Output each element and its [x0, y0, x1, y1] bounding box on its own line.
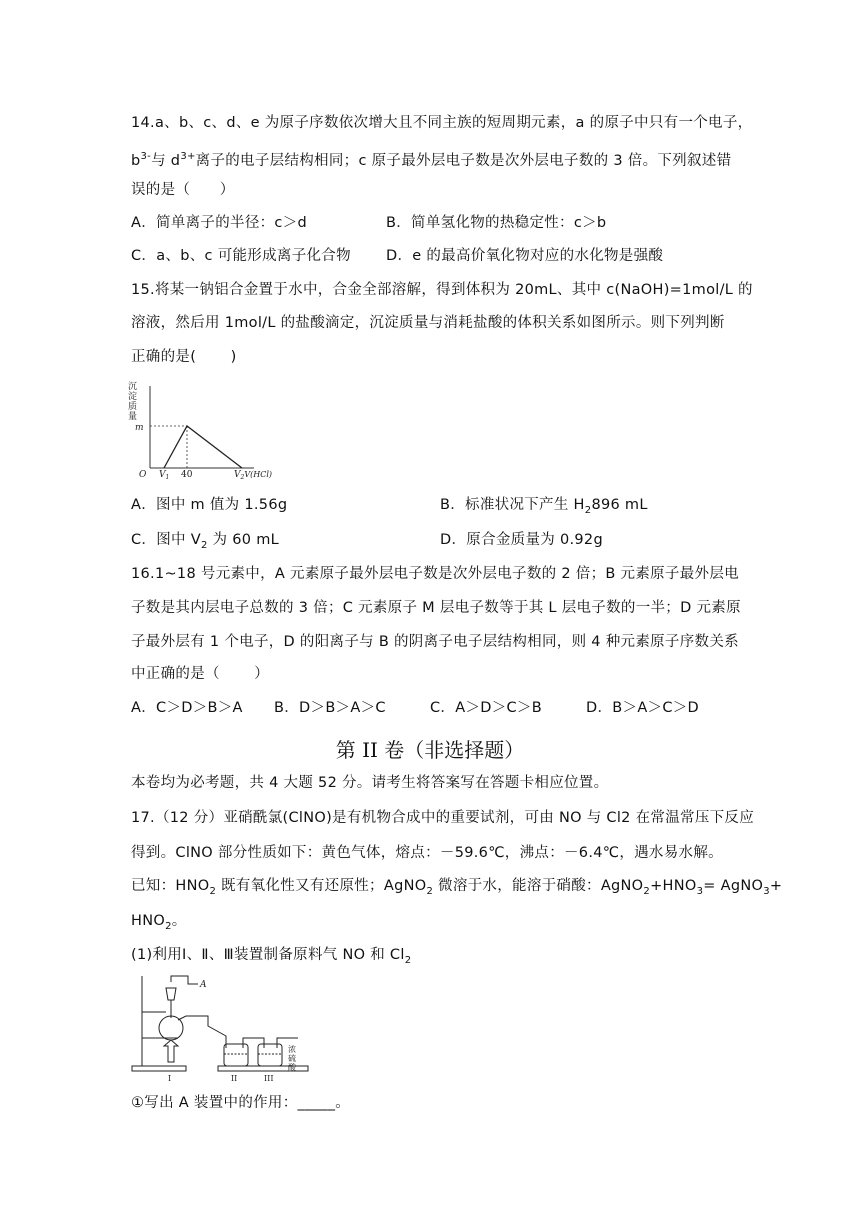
wash-bottle-iii: [258, 1044, 282, 1066]
q17-apparatus-diagram: [128, 974, 318, 1086]
text-segment: HNO: [131, 913, 166, 929]
stand-base: [132, 1066, 186, 1071]
apparatus-label-a: A: [200, 980, 207, 990]
q17-subquestion-1: ①写出 A 装置中的作用：_____。: [131, 1095, 351, 1111]
funnel-tube: [171, 976, 198, 984]
q15-option-b: [440, 495, 648, 521]
concentrated-sulfuric-acid-label: [288, 1044, 297, 1072]
text-segment: C．图中 V: [131, 532, 201, 548]
apparatus-label-i: I: [168, 1074, 172, 1083]
q16-option-c: C．A＞D＞C＞B: [430, 700, 542, 716]
graph-ylabel-char: 质: [128, 402, 138, 412]
acid-label-char: 酸: [288, 1063, 296, 1072]
text-segment: +HNO: [650, 878, 697, 894]
subscript: 2: [165, 920, 172, 932]
separatory-funnel: [166, 988, 176, 1000]
subscript: 2: [209, 885, 217, 897]
subscript: 3: [763, 885, 770, 897]
text-segment: 与 d: [151, 152, 181, 169]
q15-stem-line3: 正确的是( ): [131, 349, 237, 365]
q16-option-a: A．C＞D＞B＞A: [131, 700, 243, 716]
q14-option-d: D．e 的最高价氧化物对应的水化物是强酸: [386, 248, 664, 264]
text-segment: 已知：HNO: [131, 878, 210, 894]
apparatus-label-ii: II: [231, 1074, 238, 1083]
text-segment: 既有氧化性又有还原性；AgNO: [216, 878, 427, 894]
text-segment: 离子的电子层结构相同；c 原子最外层电子数是次外层电子数的 3 倍。下列叙述错: [195, 152, 732, 169]
q17-known-line2: [131, 911, 187, 937]
alcohol-lamp: [164, 1040, 178, 1062]
graph-origin-label: O: [139, 470, 147, 480]
text-segment: 微溶于水，能溶于硝酸：AgNO: [433, 878, 644, 894]
q14-stem-line2: [131, 147, 731, 171]
graph-ylabel: [128, 381, 137, 422]
subscript: 2: [200, 539, 208, 551]
graph-ylabel-char: 沉: [128, 382, 138, 392]
wash-bottle-ii: [224, 1044, 248, 1066]
q15-stem-line1: 15.将某一钠铝合金置于水中，合金全部溶解，得到体积为 20mL、其中 c(NaOH)=1mol/L 的: [131, 282, 753, 298]
text-segment: +: [769, 878, 783, 894]
q16-option-d: D．B＞A＞C＞D: [586, 700, 700, 716]
graph-v1-label: $V_1$: [159, 470, 170, 480]
superscript: 3+: [180, 151, 196, 162]
text-segment: b: [131, 152, 141, 169]
subscript: 2: [426, 885, 434, 897]
graph-ylabel-char: 淀: [128, 392, 138, 402]
graph-ylabel-char: 量: [128, 412, 138, 422]
q15-stem-line2: 溶液，然后用 1mol/L 的盐酸滴定，沉淀质量与消耗盐酸的体积关系如图所示。则下列判断: [131, 315, 725, 331]
q17-stem-line2: 得到。ClNO 部分性质如下：黄色气体，熔点：－59.6℃，沸点：－6.4℃，遇水易水解。: [131, 845, 723, 861]
subscript: 3: [696, 885, 704, 897]
graph-curve: [164, 426, 242, 468]
graph-v2-label: $V_2V(HCl)$: [234, 470, 273, 480]
text-segment: 。: [171, 913, 187, 929]
apparatus-label-iii: III: [264, 1074, 274, 1083]
q15-option-d: D．原合金质量为 0.92g: [440, 532, 603, 548]
delivery-tube-2: [243, 1038, 264, 1048]
section-title: 第 II 卷（非选择题）: [335, 738, 525, 762]
graph-40-label: 40: [181, 470, 193, 480]
q15-option-c: [131, 530, 279, 556]
q16-stem-line4: 中正确的是（ ）: [131, 666, 270, 682]
q16-stem-line2: 子数是其内层电子总数的 3 倍；C 元素原子 M 层电子数等于其 L 层电子数的一半；D 元素原: [131, 600, 741, 616]
subscript: 2: [584, 504, 592, 516]
q16-option-b: B．D＞B＞A＞C: [274, 700, 386, 716]
text-segment: = AgNO: [703, 878, 764, 894]
text-segment: B．标准状况下产生 H: [440, 497, 585, 513]
acid-label-char: 硫: [288, 1054, 296, 1063]
text-segment: 896 mL: [591, 497, 648, 513]
q14-stem-line3: 误的是（ ）: [131, 182, 235, 198]
q16-stem-line1: 16.1~18 号元素中，A 元素原子最外层电子数是次外层电子数的 2 倍；B 元素原子最外层电: [131, 566, 739, 582]
graph-m-label: m: [135, 423, 144, 433]
q14-option-c: C．a、b、c 可能形成离子化合物: [131, 248, 351, 264]
superscript: 3-: [140, 151, 152, 162]
q14-option-b: B．简单氢化物的热稳定性：c＞b: [386, 215, 607, 231]
q15-precipitate-graph: [126, 380, 286, 480]
delivery-tube-1: [178, 1016, 226, 1048]
text-segment: 为 60 mL: [207, 532, 280, 548]
subscript: 2: [643, 885, 651, 897]
q17-known-line1: [131, 876, 782, 902]
subscript: 2: [404, 954, 412, 966]
q14-stem-line1: 14.a、b、c、d、e 为原子序数依次增大且不同主族的短周期元素，a 的原子中只有一个电子，: [131, 115, 753, 131]
q17-part1: [131, 945, 411, 971]
section-intro: 本卷均为必考题，共 4 大题 52 分。请考生将答案写在答题卡相应位置。: [131, 775, 609, 791]
q17-stem-line1: 17.（12 分）亚硝酰氯(ClNO)是有机物合成中的重要试剂，可由 NO 与 Cl2 在常温常压下反应: [131, 810, 755, 826]
q14-option-a: A．简单离子的半径：c＞d: [131, 215, 307, 231]
acid-label-char: 浓: [288, 1045, 296, 1054]
q16-stem-line3: 子最外层有 1 个电子，D 的阳离子与 B 的阴离子电子层结构相同，则 4 种元素原子序数关系: [131, 634, 739, 650]
q15-option-a: A．图中 m 值为 1.56g: [131, 497, 288, 513]
text-segment: (1)利用Ⅰ、Ⅱ、Ⅲ装置制备原料气 NO 和 Cl: [131, 947, 405, 963]
